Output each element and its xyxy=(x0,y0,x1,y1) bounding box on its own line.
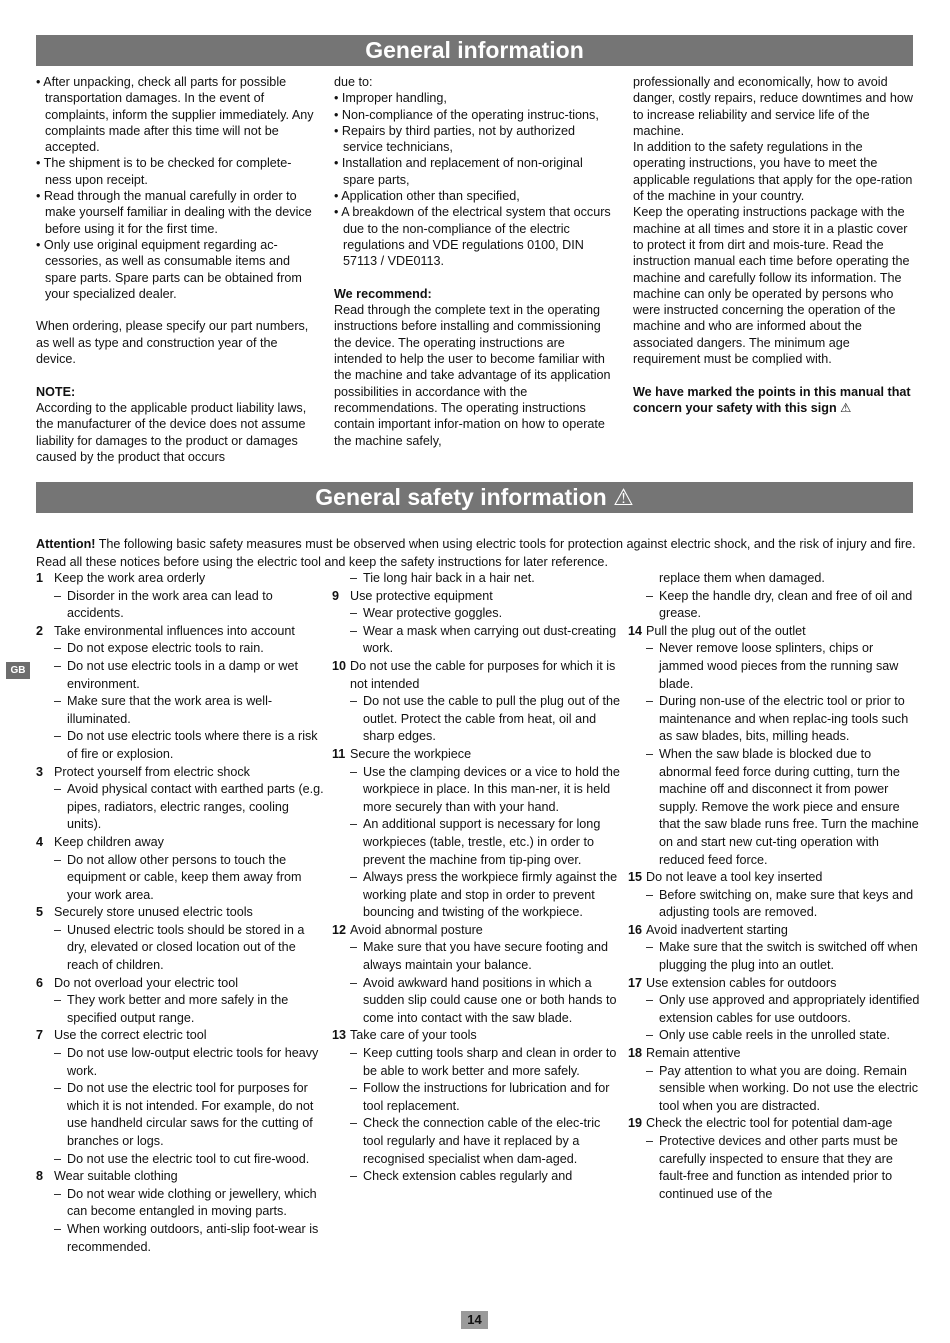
safety-subitem xyxy=(332,816,622,869)
dash-marker: – xyxy=(350,1169,358,1184)
paragraph: Keep the operating instructions package with the machine at all times and store it in a plastic cover to protect it from dirt and mois-ture. Read the instruction manual each time before operating the machine and carefully follow its information. The machine can only be operated by persons who were instructed concerning the operation of the machine and who are informed about the associated dangers. The minimum age requirement must be complied with. xyxy=(633,205,910,367)
rule-number: 11 xyxy=(332,746,346,761)
safety-subitem xyxy=(332,623,622,658)
dash-marker: – xyxy=(646,641,654,656)
dash-marker: – xyxy=(646,1134,654,1148)
general-safety-information-heading: General safety information ⚠ xyxy=(36,482,913,513)
subitem-text: Avoid physical contact with earthed parts (e.g. pipes, radiators, electric ranges, cooling units). xyxy=(67,782,324,832)
rule-number: 16 xyxy=(628,922,643,937)
subitem-text: Pay attention to what you are doing. Remain sensible when working. Do not use the electric tool when you are distracted. xyxy=(659,1063,919,1113)
dash-marker: – xyxy=(350,1046,358,1061)
safety-column-2 xyxy=(332,570,622,1186)
safety-subitem xyxy=(628,588,920,623)
dash-marker: – xyxy=(54,993,62,1008)
rule-number: 10 xyxy=(332,658,347,673)
safety-rule-heading xyxy=(36,623,326,641)
safety-subitem xyxy=(36,922,326,975)
dash-marker: – xyxy=(350,1116,358,1131)
subitem-text: An additional support is necessary for long workpieces (table, trestle, etc.) in order to prevent the machine from tip-ping over. xyxy=(363,817,601,867)
safety-subitem xyxy=(332,939,622,974)
subitem-text: Wear protective goggles. xyxy=(363,606,503,621)
subitem-text: Disorder in the work area can lead to accidents. xyxy=(67,588,273,621)
subitem-text: Do not use the electric tool to cut fire-wood. xyxy=(67,1151,310,1166)
rule-number: 15 xyxy=(628,870,643,885)
safety-rule-heading xyxy=(628,1115,920,1133)
subitem-text: Do not use electric tools in a damp or wet environment. xyxy=(67,658,298,691)
safety-subitem xyxy=(332,764,622,817)
bullet-item: • Only use original equipment regarding ac-cessories, as well as consumable items and spare parts. Spare parts can be obtained from your specialized dealer. xyxy=(36,237,302,301)
safety-subitem xyxy=(36,640,326,658)
safety-subitem xyxy=(36,992,326,1027)
subitem-text: Before switching on, make sure that keys and adjusting tools are removed. xyxy=(659,887,914,920)
page-number: 14 xyxy=(461,1311,488,1329)
subitem-text: Do not allow other persons to touch the equipment or cable, keep them away from your work area. xyxy=(67,852,302,902)
safety-rule-heading xyxy=(628,975,920,993)
safety-subitem xyxy=(332,1080,622,1115)
spacer xyxy=(633,367,915,383)
subitem-text: Use the clamping devices or a vice to hold the workpiece in place. In this man-ner, it is held more securely than with your hand. xyxy=(363,764,620,814)
subitem-text: Check extension cables regularly and xyxy=(363,1169,573,1184)
rule-number: 5 xyxy=(36,905,44,920)
safety-rule-heading xyxy=(628,922,920,940)
subitem-text: When working outdoors, anti-slip foot-wear is recommended. xyxy=(67,1221,319,1254)
dash-marker: – xyxy=(350,764,358,779)
safety-rule-heading xyxy=(332,1027,622,1045)
dash-marker: – xyxy=(54,1221,62,1236)
dash-marker: – xyxy=(350,694,358,709)
safety-rule-heading xyxy=(628,623,920,641)
subitem-text: Wear a mask when carrying out dust-creating work. xyxy=(363,623,617,656)
dash-marker: – xyxy=(54,1151,62,1166)
subitem-text: They work better and more safely in the specified output range. xyxy=(67,993,289,1025)
rule-title: Use extension cables for outdoors xyxy=(646,975,837,990)
subitem-text: Do not use low-output electric tools for heavy work. xyxy=(67,1046,319,1078)
rule-title: Check the electric tool for potential dam-age xyxy=(646,1116,893,1131)
safety-subitem xyxy=(332,605,622,623)
subitem-text: Only use cable reels in the unrolled state. xyxy=(659,1028,891,1043)
subitem-text: Check the connection cable of the elec-tric tool regularly and have it replaced by a recognised specialist when dam-aged. xyxy=(363,1116,601,1166)
dash-marker: – xyxy=(54,729,62,744)
paragraph: Read through the complete text in the operating instructions before installing and commissioning the device. The operating instructions are intended to help the user to become familiar with the machine and take advantage of its application possibilities in accordance with the recommendations. The operating instructions contain important infor-mation on how to operate the machine safely, xyxy=(334,303,611,448)
safety-subitem xyxy=(36,693,326,728)
safety-subitem xyxy=(36,658,326,693)
dash-marker: – xyxy=(350,606,358,621)
dash-marker: – xyxy=(646,694,654,709)
safety-subitem xyxy=(36,1080,326,1150)
rule-title: Securely store unused electric tools xyxy=(54,905,253,920)
attention-text: The following basic safety measures must be observed when using electric tools for protection against electric shock, and the risk of injury and fire. Read all these notices before using the electric tool and keep the safety instructions for later reference. xyxy=(36,537,916,569)
safety-column-3 xyxy=(628,570,920,1203)
paragraph: In addition to the safety regulations in the operating instructions, you have to meet the applicable regulations that apply for the ope-ration of the machine in your country. xyxy=(633,140,913,204)
language-tab: GB xyxy=(6,662,30,679)
subitem-text: Do not use the electric tool for purposes for which it is not intended. For example, do not use handheld circular saws for the cutting of branches or logs. xyxy=(67,1081,314,1148)
safety-column-1 xyxy=(36,570,326,1256)
safety-subitem xyxy=(36,588,326,623)
paragraph: When ordering, please specify our part numbers, as well as type and construction year of the device. xyxy=(36,319,309,367)
safety-subitem xyxy=(628,887,920,922)
safety-rule-heading xyxy=(36,1027,326,1045)
rule-title: Remain attentive xyxy=(646,1046,741,1061)
safety-rule-heading xyxy=(36,975,326,993)
subitem-text: Do not wear wide clothing or jewellery, which can become entangled in moving parts. xyxy=(67,1186,317,1219)
safety-subitem xyxy=(332,975,622,1028)
safety-subitem xyxy=(332,1168,622,1186)
spacer xyxy=(334,270,614,286)
safety-rule-heading xyxy=(36,904,326,922)
dash-marker: – xyxy=(350,623,358,638)
rule-title: Wear suitable clothing xyxy=(54,1169,178,1184)
dash-marker: – xyxy=(54,658,62,673)
subitem-text: Make sure that you have secure footing and always maintain your balance. xyxy=(363,940,609,973)
safety-subitem xyxy=(628,693,920,746)
dash-marker: – xyxy=(646,993,654,1008)
rule-title: Secure the workpiece xyxy=(350,746,472,761)
safety-subitem xyxy=(36,1151,326,1169)
safety-subitem xyxy=(36,1186,326,1221)
safety-subitem xyxy=(36,728,326,763)
subitem-text: Never remove loose splinters, chips or jammed wood pieces from the running saw blade. xyxy=(659,641,899,691)
safety-rule-heading xyxy=(332,746,622,764)
subitem-text: Keep the handle dry, clean and free of oil and grease. xyxy=(659,588,913,621)
rule-number: 17 xyxy=(628,975,643,990)
paragraph: professionally and economically, how to avoid danger, costly repairs, reduce downtimes and how to increase reliability and service life of the machine. xyxy=(633,75,914,138)
rule-number: 9 xyxy=(332,588,340,603)
paragraph: According to the applicable product liability laws, the manufacturer of the device does not assume liability for damages to the product or damages caused by the product that occurs xyxy=(36,400,307,464)
dash-marker: – xyxy=(350,870,358,885)
safety-subitem xyxy=(332,570,622,588)
subitem-text: Unused electric tools should be stored in a dry, elevated or closed location out of the reach of children. xyxy=(67,922,305,973)
subitem-text: Always press the workpiece firmly against the working plate and stop in order to prevent bouncing and twisting of the workpiece. xyxy=(363,870,618,920)
dash-marker: – xyxy=(646,746,654,761)
rule-title: Avoid inadvertent starting xyxy=(646,922,788,937)
rule-number: 13 xyxy=(332,1028,347,1043)
rule-title: Do not use the cable for purposes for which it is not intended xyxy=(350,658,616,691)
dash-marker: – xyxy=(54,641,62,656)
spacer xyxy=(36,302,318,318)
safety-rule-heading xyxy=(36,764,326,782)
subheading: We have marked the points in this manual that concern your safety with this sign ⚠ xyxy=(633,384,911,415)
safety-subitem xyxy=(628,640,920,693)
subheading: NOTE: xyxy=(36,384,76,399)
dash-marker: – xyxy=(54,1081,62,1096)
dash-marker: – xyxy=(54,922,62,937)
safety-rule-heading xyxy=(332,922,622,940)
general-info-column-3 xyxy=(633,74,915,416)
safety-subitem xyxy=(36,852,326,905)
dash-marker: – xyxy=(54,588,62,603)
safety-subitem xyxy=(36,781,326,834)
safety-rule-heading xyxy=(36,1168,326,1186)
rule-title: Take environmental influences into account xyxy=(54,623,295,638)
safety-rule-heading xyxy=(36,570,326,588)
bullet-item: • Read through the manual carefully in order to make yourself familiar in dealing with the device before using it for the first time. xyxy=(36,189,312,236)
safety-subitem xyxy=(332,869,622,922)
bullet-item: • Installation and replacement of non-original spare parts, xyxy=(334,156,583,187)
bullet-item: • A breakdown of the electrical system that occurs due to the non-compliance of the electric regulations and VDE regulations 0100, DIN 57113 / VDE0113. xyxy=(334,205,611,269)
safety-subitem xyxy=(36,1045,326,1080)
bullet-item: • Application other than specified, xyxy=(334,189,520,204)
dash-marker: – xyxy=(646,940,654,955)
subitem-text: Do not expose electric tools to rain. xyxy=(67,641,264,656)
dash-marker: – xyxy=(54,852,62,867)
rule-number: 7 xyxy=(36,1028,44,1043)
subitem-text: Do not use the cable to pull the plug out of the outlet. Protect the cable from heat, oil and sharp edges. xyxy=(363,694,620,744)
rule-number: 4 xyxy=(36,834,44,849)
dash-marker: – xyxy=(54,1046,62,1061)
safety-rule-heading xyxy=(628,869,920,887)
rule-title: Keep children away xyxy=(54,834,164,849)
subitem-text: When the saw blade is blocked due to abnormal feed force during cutting, turn the machine off and disconnect it from power supply. Remove the work piece and ensure that the saw blade runs free. Turn the machine on and start new cut-ting operation with reduced feed force. xyxy=(659,746,919,867)
dash-marker: – xyxy=(350,940,358,955)
rule-number: 3 xyxy=(36,764,44,779)
rule-title: Protect yourself from electric shock xyxy=(54,764,250,779)
safety-subitem-continued: replace them when damaged. xyxy=(659,571,825,585)
dash-marker: – xyxy=(54,694,62,709)
subitem-text: Only use approved and appropriately identified extension cables for use outdoors. xyxy=(659,993,920,1025)
bullet-item: • Repairs by third parties, not by authorized service technicians, xyxy=(334,123,576,155)
dash-marker: – xyxy=(54,782,62,797)
subitem-text: Protective devices and other parts must be carefully inspected to ensure that they are fault-free and function as intended prior to continued use of the xyxy=(659,1134,898,1201)
safety-subitem xyxy=(332,693,622,746)
safety-rule-heading xyxy=(36,834,326,852)
dash-marker: – xyxy=(54,1186,62,1201)
dash-marker: – xyxy=(350,1081,358,1096)
subitem-text: Make sure that the work area is well-illuminated. xyxy=(67,694,273,726)
rule-title: Do not overload your electric tool xyxy=(54,975,239,990)
subitem-text: Keep cutting tools sharp and clean in order to be able to work better and more safely. xyxy=(363,1046,617,1078)
bullet-item: • After unpacking, check all parts for possible transportation damages. In the event of complaints, inform the supplier immediately. Any complaints made after this time will not be accepted. xyxy=(36,75,314,155)
dash-marker: – xyxy=(350,975,358,990)
safety-subitem xyxy=(332,1045,622,1080)
safety-subitem xyxy=(628,1063,920,1116)
safety-rule-heading xyxy=(332,588,622,606)
bullet-item: • The shipment is to be checked for complete-ness upon receipt. xyxy=(36,156,292,187)
dash-marker: – xyxy=(350,817,358,832)
rule-number: 19 xyxy=(628,1116,643,1131)
general-information-heading: General information xyxy=(36,35,913,66)
dash-marker: – xyxy=(646,1063,654,1078)
rule-number: 1 xyxy=(36,571,44,585)
subitem-text: Do not use electric tools where there is a risk of fire or explosion. xyxy=(67,729,318,761)
subitem-text: During non-use of the electric tool or prior to maintenance and when replac-ing tools such as saw blades, bits, milling heads. xyxy=(659,694,909,744)
rule-title: Keep the work area orderly xyxy=(54,571,206,585)
subitem-text: Tie long hair back in a hair net. xyxy=(363,571,535,585)
safety-subitem xyxy=(628,939,920,974)
subitem-text: Follow the instructions for lubrication and for tool replacement. xyxy=(363,1081,610,1113)
dash-marker: – xyxy=(646,1028,654,1043)
safety-subitem xyxy=(628,746,920,869)
subitem-text: Make sure that the switch is switched off when plugging the plug into an outlet. xyxy=(659,940,918,973)
rule-title: Take care of your tools xyxy=(350,1028,477,1043)
rule-number: 12 xyxy=(332,922,347,937)
safety-rule-heading xyxy=(332,658,622,693)
general-info-column-1 xyxy=(36,74,318,465)
dash-marker: – xyxy=(350,571,358,585)
rule-title: Use protective equipment xyxy=(350,588,493,603)
rule-number: 14 xyxy=(628,623,643,638)
rule-number: 2 xyxy=(36,623,44,638)
safety-subitem xyxy=(36,1221,326,1256)
safety-subitem xyxy=(628,1133,920,1203)
dash-marker: – xyxy=(646,588,654,603)
paragraph: due to: xyxy=(334,75,373,89)
spacer xyxy=(36,367,318,383)
safety-subitem xyxy=(332,1115,622,1168)
rule-title: Do not leave a tool key inserted xyxy=(646,870,823,885)
dash-marker: – xyxy=(646,887,654,902)
subitem-text: Avoid awkward hand positions in which a sudden slip could cause one or both hands to come into contact with the saw blade. xyxy=(363,975,617,1025)
subheading: We recommend: xyxy=(334,286,432,301)
general-info-column-2 xyxy=(334,74,614,449)
rule-title: Pull the plug out of the outlet xyxy=(646,623,806,638)
rule-number: 18 xyxy=(628,1046,643,1061)
safety-rule-heading xyxy=(628,1045,920,1063)
safety-subitem xyxy=(628,1027,920,1045)
attention-label: Attention! xyxy=(36,537,96,551)
bullet-item: • Non-compliance of the operating instruc-tions, xyxy=(334,107,599,122)
rule-title: Use the correct electric tool xyxy=(54,1028,207,1043)
rule-number: 6 xyxy=(36,975,44,990)
safety-subitem xyxy=(628,992,920,1027)
rule-number: 8 xyxy=(36,1169,44,1184)
rule-title: Avoid abnormal posture xyxy=(350,922,483,937)
attention-paragraph xyxy=(36,536,916,571)
bullet-item: • Improper handling, xyxy=(334,91,447,106)
